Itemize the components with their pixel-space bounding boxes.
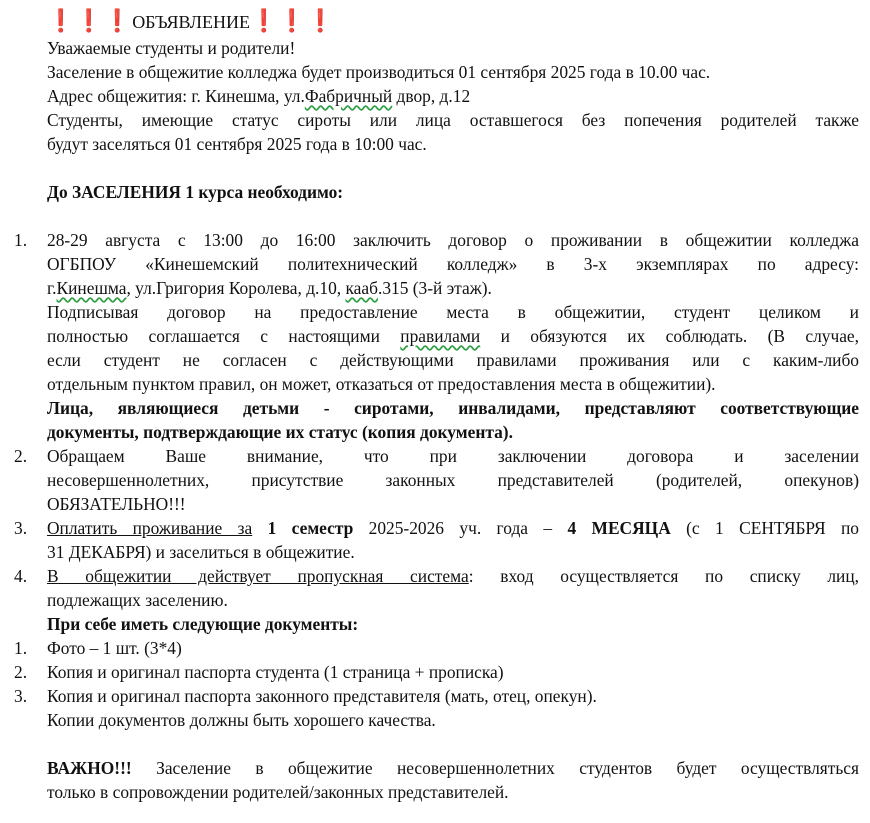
important-line-1: ВАЖНО!!! Заселение в общежитие несовершеннолетних студентов будет осуществляться xyxy=(47,758,859,778)
greeting: Уважаемые студенты и родители! xyxy=(47,38,296,58)
important-label: ВАЖНО!!! xyxy=(47,758,132,778)
documents-heading: При себе иметь следующие документы: xyxy=(47,614,359,634)
step-1-line: Лица, являющиеся детьми - сиротами, инвалидами, представляют соответствующие xyxy=(47,398,859,418)
list-number: 3. xyxy=(14,518,28,538)
list-number: 4. xyxy=(14,566,28,586)
announcement-header xyxy=(47,9,335,34)
list-number: 1. xyxy=(14,638,28,658)
step-1-line: ОГБПОУ «Кинешемский политехнический колледж» в 3-х экземплярах по адресу: xyxy=(47,254,859,274)
step-1-line: Подписывая договор на предоставление места в общежитии, студент целиком и xyxy=(47,302,859,322)
spellcheck-flag: Фабричный xyxy=(304,86,393,106)
step-3-line: Оплатить проживание за 1 семестр 2025-2026 уч. года – 4 МЕСЯЦА (с 1 СЕНТЯБРЯ по xyxy=(47,518,859,538)
spellcheck-flag: Кинешма xyxy=(56,278,127,298)
move-in-date-line: Заселение в общежитие колледжа будет производиться 01 сентября 2025 года в 10.00 час. xyxy=(47,62,711,82)
step-2-line: ОБЯЗАТЕЛЬНО!!! xyxy=(47,494,186,514)
step-3-line: 31 ДЕКАБРЯ) и заселиться в общежитие. xyxy=(47,542,355,562)
announcement-title: ОБЪЯВЛЕНИЕ xyxy=(132,12,250,32)
step-4-line: В общежитии действует пропускная система: вход осуществляется по списку лиц, xyxy=(47,566,860,586)
step-2-line: Обращаем Ваше внимание, что при заключении договора и заселении xyxy=(47,446,859,466)
requirements-heading: До ЗАСЕЛЕНИЯ 1 курса необходимо: xyxy=(47,182,344,202)
step-1-line: 28-29 августа с 13:00 до 16:00 заключить договор о проживании в общежитии колледжа xyxy=(47,230,859,250)
list-number: 2. xyxy=(14,446,28,466)
address-line: Адрес общежития: г. Кинешма, ул.Фабричный двор, д.12 xyxy=(47,86,471,106)
document-item: Копия и оригинал паспорта студента (1 страница + прописка) xyxy=(47,662,504,682)
spellcheck-flag: кааб xyxy=(345,278,378,298)
list-number: 1. xyxy=(14,230,28,250)
list-number: 3. xyxy=(14,686,28,706)
step-2-line: несовершеннолетних, присутствие законных представителей (родителей, опекунов) xyxy=(47,470,859,490)
orphans-line-1: Студенты, имеющие статус сироты или лица оставшегося без попечения родителей также xyxy=(47,110,859,130)
step-1-line: если студент не согласен с действующими правилами проживания или с каким-либо xyxy=(47,350,859,370)
step-4-line: подлежащих заселению. xyxy=(47,590,228,610)
step-1-line: полностью соглашается с настоящими правилами и обязуются их соблюдать. (В случае, xyxy=(47,326,859,346)
orphans-line-2: будут заселяться 01 сентября 2025 года в 10:00 час. xyxy=(47,134,427,154)
document-item: Фото – 1 шт. (3*4) xyxy=(47,638,182,658)
exclamation-icon: ❗❗❗ xyxy=(250,8,336,33)
list-number: 2. xyxy=(14,662,28,682)
important-line-2: только в сопровождении родителей/законных представителей. xyxy=(47,782,509,802)
step-1-line: документы, подтверждающие их статус (копия документа). xyxy=(47,422,513,442)
document-item: Копия и оригинал паспорта законного представителя (мать, отец, опекун). xyxy=(47,686,597,706)
step-1-line: отдельным пунктом правил, он может, отказаться от предоставления места в общежитии). xyxy=(47,374,716,394)
spellcheck-flag: правилами xyxy=(400,326,481,346)
step-1-line: г.Кинешма, ул.Григория Королева, д.10, кааб.315 (3-й этаж). xyxy=(47,278,492,298)
quality-note: Копии документов должны быть хорошего качества. xyxy=(47,710,436,730)
exclamation-icon: ❗❗❗ xyxy=(47,8,133,33)
